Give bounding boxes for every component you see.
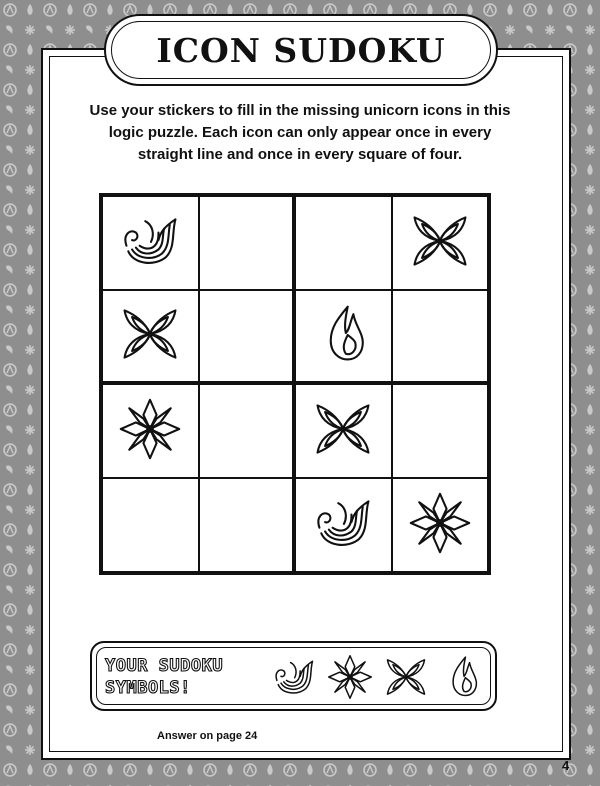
grid-cell-r2-c4[interactable] xyxy=(392,290,489,384)
instructions-text: Use your stickers to fill in the missing unicorn icons in this logic puzzle. Each icon can only appear once in every straight line and once in every square of four. xyxy=(89,102,511,163)
grid-cell-r1-c1 xyxy=(102,196,199,290)
grid-cell-r2-c2[interactable] xyxy=(199,290,296,384)
butterfly-icon xyxy=(310,396,376,466)
page-number: 4 xyxy=(562,758,570,773)
grid-cell-r3-c1 xyxy=(102,384,199,478)
grid-cell-r1-c2[interactable] xyxy=(199,196,296,290)
grid-cell-r2-c3 xyxy=(295,290,392,384)
legend-symbols xyxy=(270,650,486,708)
sudoku-grid xyxy=(99,193,491,575)
butterfly-icon xyxy=(117,301,183,371)
answer-note: Answer on page 24 xyxy=(157,730,258,742)
grid-cell-r4-c2[interactable] xyxy=(199,478,296,572)
butterfly-icon xyxy=(407,208,473,278)
swirl-icon xyxy=(117,208,183,278)
star-icon xyxy=(407,490,473,560)
star-icon xyxy=(117,396,183,466)
legend-label: YOUR SUDOKU SYMBOLS! xyxy=(105,656,224,698)
grid-cell-r3-c3 xyxy=(295,384,392,478)
page-title: ICON SUDOKU xyxy=(156,30,446,70)
legend-flame-icon xyxy=(438,650,486,708)
legend-butterfly-icon xyxy=(382,650,430,708)
grid-cell-r1-c4 xyxy=(392,196,489,290)
grid-cell-r4-c1[interactable] xyxy=(102,478,199,572)
grid-cell-r3-c4[interactable] xyxy=(392,384,489,478)
grid-cell-r1-c3[interactable] xyxy=(295,196,392,290)
symbols-legend xyxy=(90,641,497,711)
grid-cell-r4-c4 xyxy=(392,478,489,572)
swirl-icon xyxy=(310,490,376,560)
grid-cell-r4-c3 xyxy=(295,478,392,572)
title-banner xyxy=(104,14,498,86)
grid-cell-r2-c1 xyxy=(102,290,199,384)
legend-swirl-icon xyxy=(270,650,318,708)
legend-star-icon xyxy=(326,650,374,708)
grid-cell-r3-c2[interactable] xyxy=(199,384,296,478)
flame-icon xyxy=(310,301,376,371)
